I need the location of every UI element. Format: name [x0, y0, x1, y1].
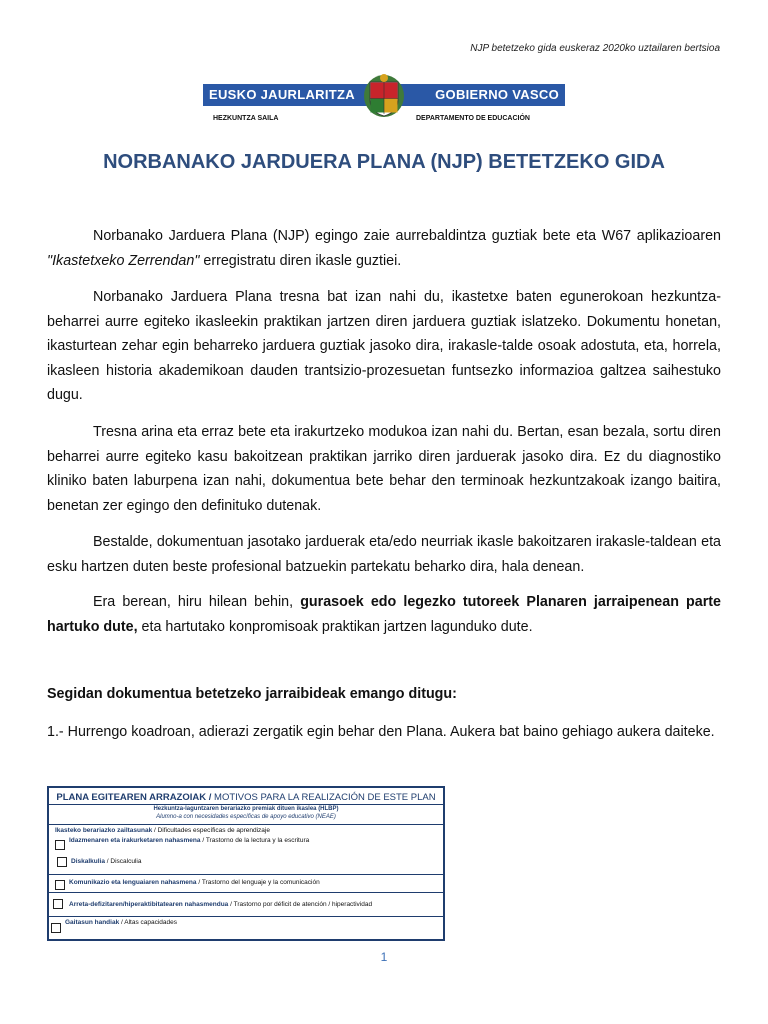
header-note: NJP betetzeko gida euskeraz 2020ko uztailaren bertsioa [470, 43, 720, 54]
row-label-es: / Altas capacidades [119, 919, 178, 926]
paragraph-1-text-a: Norbanako Jarduera Plana (NJP) egingo zaie aurrebaldintza guztiak bete eta W67 aplikazioaren [93, 228, 721, 244]
row-label-es: / Trastorno por déficit de atención / hiperactividad [228, 901, 373, 908]
form-divider [49, 804, 443, 805]
paragraph-4 [47, 530, 721, 579]
paragraph-4-text: Bestalde, dokumentuan jasotako jarduerak eta/edo neurriak ikasle bakoitzaren irakasle-taldean eta esku hartzen duten beste profesional batzuekin partekatu beharko dira, hala denean. [47, 534, 721, 575]
form-divider [49, 892, 443, 893]
row-label-es: / Trastorno de la lectura y la escritura [200, 837, 310, 844]
row-label-eu: Komunikazio eta lenguaiaren nahasmena [69, 879, 197, 886]
paragraph-2-text: Norbanako Jarduera Plana tresna bat izan nahi du, ikastetxe baten egunerokoan hezkuntza-beharrei aurre egiteko ikasleekin praktikan jartzen diren jarduera guztiak islatzeko. Dokumentu honetan, ikasturtean zehar egin beharreko jarduera guztiak jasoko dira, irakasle-talde osoak adostuta, eta, horrela, ikasleen historia akademikoan dauden trantsizio-prozesuetan funtsezko informazioa galtzea saihestuko dugu. [47, 289, 721, 403]
row-label-es: / Trastorno del lenguaje y la comunicación [196, 879, 320, 886]
checkbox-high-abilities[interactable] [51, 923, 61, 933]
document-title: NORBANAKO JARDUERA PLANA (NJP) BETETZEKO GIDA [103, 151, 665, 173]
paragraph-5 [47, 590, 721, 639]
form-subtitle-es: Alumno-a con necesidades específicas de apoyo educativo (NEAE) [156, 814, 336, 820]
row-label-eu: Diskalkulia [71, 858, 105, 865]
row-label-eu: Arreta-defizitaren/hiperaktibitatearen nahasmendua [69, 901, 229, 908]
logo-text-right: GOBIERNO VASCO [435, 87, 559, 102]
row-label-es: / Dificultades específicas de aprendizaje [152, 827, 270, 834]
step-1-text: 1.- Hurrengo koadroan, adierazi zergatik egin behar den Plana. Aukera bat baino gehiago aukera daiteke. [47, 724, 715, 740]
paragraph-5-text-a: Era berean, hiru hilean behin, [93, 594, 301, 610]
form-row-dyslexia [69, 837, 309, 844]
form-row-high-abilities [65, 919, 177, 926]
form-title-bold: PLANA EGITEAREN ARRAZOIAK / [56, 792, 212, 803]
form-row-learning-difficulties [55, 827, 270, 834]
paragraph-2 [47, 285, 721, 408]
paragraph-3-text: Tresna arina eta erraz bete eta irakurtzeko modukoa izan nahi du. Bertan, esan bezala, sortu diren beharrei aurre egiteko kasu bakoitzean praktikan jarriko diren jarduerak jasoko dira. Ez du diagnostiko kliniko baten laburpena izan nahi, dokumentua bete behar den terminoak hezkuntzakoak izango baitira, benetan zer egingo den definituko dutenak. [47, 424, 721, 514]
form-row-dyscalculia [71, 858, 141, 865]
paragraph-1 [47, 224, 721, 273]
form-row-language-disorder [69, 879, 320, 886]
row-label-eu: Gaitasun handiak [65, 919, 120, 926]
logo-subtitle-left: HEZKUNTZA SAILA [213, 115, 279, 122]
checkbox-dyscalculia[interactable] [57, 857, 67, 867]
paragraph-5-text-b: eta hartutako konpromisoak praktikan jartzen lagunduko dute. [137, 618, 533, 635]
logo-subtitle-right: DEPARTAMENTO DE EDUCACIÓN [416, 115, 530, 122]
section-heading: Segidan dokumentua betetzeko jarraibideak emango ditugu: [47, 686, 457, 702]
page-number: 1 [380, 950, 388, 964]
reasons-form [47, 786, 445, 941]
form-title-rest: MOTIVOS PARA LA REALIZACIÓN DE ESTE PLAN [211, 792, 436, 803]
checkbox-language-disorder[interactable] [55, 880, 65, 890]
checkbox-adhd[interactable] [53, 899, 63, 909]
form-divider [49, 874, 443, 875]
form-row-adhd [69, 901, 372, 908]
row-label-eu: Ikasteko berariazko zailtasunak [55, 827, 153, 834]
step-1 [47, 720, 721, 745]
paragraph-1-text-b: erregistratu diren ikasle guztiei. [199, 252, 402, 269]
row-label-eu: Idazmenaren eta irakurketaren nahasmena [69, 837, 201, 844]
row-label-es: / Discalculia [104, 858, 142, 865]
form-title [49, 792, 443, 803]
paragraph-1-italic: "Ikastetxeko Zerrendan" [47, 252, 200, 269]
logo-text-left: EUSKO JAURLARITZA [209, 87, 355, 102]
checkbox-dyslexia[interactable] [55, 840, 65, 850]
form-divider [49, 916, 443, 917]
basque-crest-icon [362, 72, 406, 118]
form-subtitle-eu: Hezkuntza-laguntzaren berariazko premiak dituen ikaslea (HLBP) [153, 806, 339, 812]
form-divider [49, 824, 443, 825]
paragraph-5-bold: gurasoek edo legezko tutoreek Planaren jarraipenean parte hartuko dute, [47, 594, 721, 635]
paragraph-3 [47, 420, 721, 518]
